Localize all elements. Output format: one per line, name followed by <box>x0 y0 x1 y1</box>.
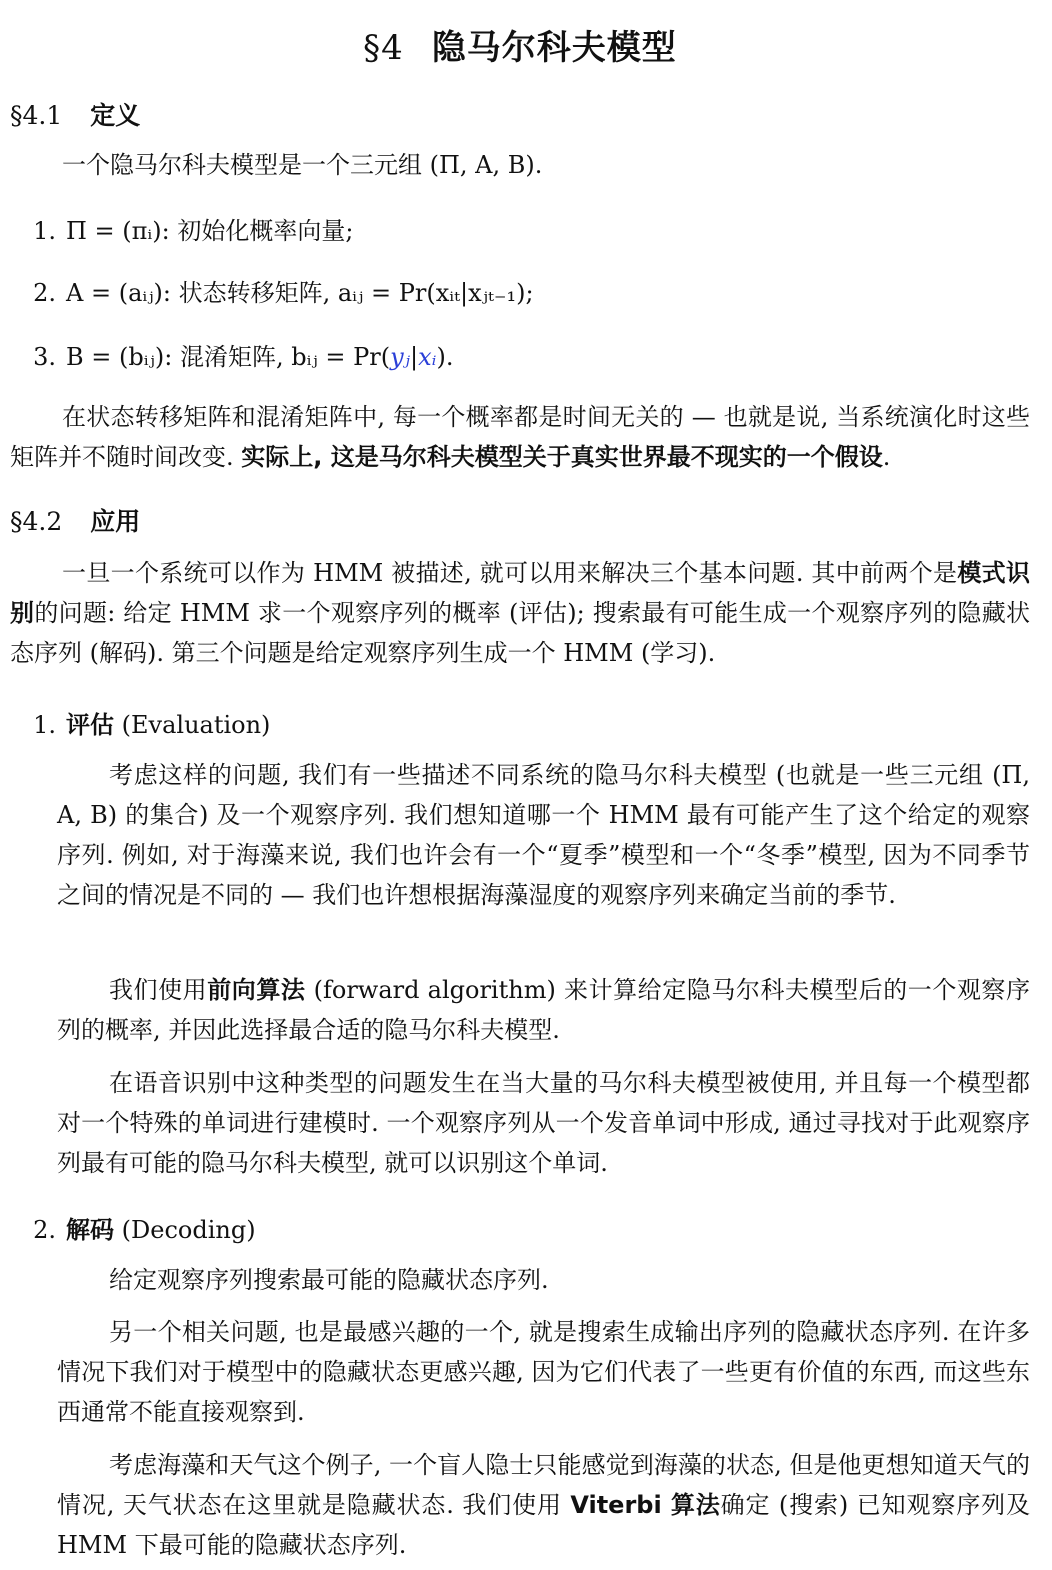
bold-text: 模式识别 <box>10 559 1030 627</box>
para-text: 在状态转移矩阵和混淆矩阵中, 每一个概率都是时间无关的 — 也就是说, 当系统演化时这些矩阵并不随时间改变. <box>10 403 1030 471</box>
decoding-paragraph-2: 另一个相关问题, 也是最感兴趣的一个, 就是搜索生成输出序列的隐藏状态序列. 在许多情况下我们对于模型中的隐藏状态更感兴趣, 因为它们代表了一些更有价值的东西, 而这些东西通常不能直接观察到. <box>57 1318 1030 1426</box>
item-english: (Decoding) <box>121 1216 256 1244</box>
evaluation-paragraph-2 <box>57 970 1030 1050</box>
definition-item-3 <box>24 337 454 372</box>
definition-intro: 一个隐马尔科夫模型是一个三元组 (Π, A, B). <box>62 151 543 179</box>
section-number: §4.2 <box>10 507 63 536</box>
item-text: A = (aᵢⱼ): 状态转移矩阵, aᵢⱼ = Pr(xᵢₜ|xⱼₜ₋₁); <box>66 279 534 307</box>
para-text: . <box>882 443 891 471</box>
item-text: | <box>410 343 419 371</box>
para-text: (forward algorithm) 来计算给定隐马尔科夫模型后的一个观察序列的概率, 并因此选择最合适的隐马尔科夫模型. <box>57 976 1030 1044</box>
definition-paragraph <box>10 397 1030 477</box>
para-text: 考虑海藻和天气这个例子, 一个盲人隐士只能感觉到海藻的状态, 但是他更想知道天气的情况, 天气状态在这里就是隐藏状态. 我们使用 <box>57 1451 1030 1519</box>
definition-item-2 <box>24 273 534 308</box>
item-label: 1. <box>33 711 56 739</box>
evaluation-paragraph-1: 考虑这样的问题, 我们有一些描述不同系统的隐马尔科夫模型 (也就是一些三元组 (Π, A, B) 的集合) 及一个观察序列. 我们想知道哪一个 HMM 最有可能产生了这个给定的观察序列. 例如, 对于海藻来说, 我们也许会有一个“夏季”模型和一个“冬季”模型, 因为不同季节之间的情况是不同的 — 我们也许想根据海藻湿度的观察序列来确定当前的季节. <box>57 761 1030 909</box>
section-heading-4-2 <box>10 502 140 538</box>
item-label: 3. <box>33 343 56 371</box>
item-text: B = (bᵢⱼ): 混淆矩阵, bᵢⱼ = Pr( <box>66 343 391 371</box>
chapter-name: 隐马尔科夫模型 <box>431 28 677 68</box>
bold-text: 前向算法 <box>207 976 306 1004</box>
evaluation-paragraph-3: 在语音识别中这种类型的问题发生在当大量的马尔科夫模型被使用, 并且每一个模型都对一个特殊的单词进行建模时. 一个观察序列从一个发音单词中形成, 通过寻找对于此观察序列最有可能的隐马尔科夫模型, 就可以识别这个单词. <box>57 1069 1030 1177</box>
chapter-title <box>10 20 1030 69</box>
math-link-x[interactable]: xᵢ <box>418 343 437 371</box>
item-name: 评估 <box>66 711 114 739</box>
item-label: 2. <box>33 279 56 307</box>
item-name: 解码 <box>66 1216 114 1244</box>
para-text: 的问题: 给定 HMM 求一个观察序列的概率 (评估); 搜索最有可能生成一个观察序列的隐藏状态序列 (解码). 第三个问题是给定观察序列生成一个 HMM (学习). <box>10 599 1031 667</box>
math-link-y[interactable]: yⱼ <box>390 343 411 371</box>
bold-text: 实际上, 这是马尔科夫模型关于真实世界最不现实的一个假设 <box>241 443 883 471</box>
item-text: ). <box>436 343 454 371</box>
para-text: 一旦一个系统可以作为 HMM 被描述, 就可以用来解决三个基本问题. 其中前两个是 <box>62 559 958 587</box>
section-number: §4.1 <box>10 101 63 130</box>
decoding-paragraph-1: 给定观察序列搜索最可能的隐藏状态序列. <box>109 1266 549 1294</box>
bold-text: Viterbi 算法 <box>570 1491 721 1519</box>
chapter-number: §4 <box>363 28 404 68</box>
decoding-paragraph-3 <box>57 1445 1030 1565</box>
section-name: 应用 <box>90 507 141 536</box>
item-english: (Evaluation) <box>121 711 271 739</box>
item-label: 1. <box>33 217 56 245</box>
para-text: 确定 (搜索) 已知观察序列及 HMM 下最可能的隐藏状态序列. <box>57 1491 1030 1559</box>
item-label: 2. <box>33 1216 56 1244</box>
application-paragraph <box>10 553 1030 673</box>
section-heading-4-1 <box>10 96 140 132</box>
para-text: 我们使用 <box>109 976 208 1004</box>
item-text: Π = (πᵢ): 初始化概率向量; <box>66 217 354 245</box>
evaluation-heading <box>24 705 270 740</box>
definition-item-1 <box>24 211 353 246</box>
decoding-heading <box>24 1210 256 1245</box>
section-name: 定义 <box>90 101 141 130</box>
